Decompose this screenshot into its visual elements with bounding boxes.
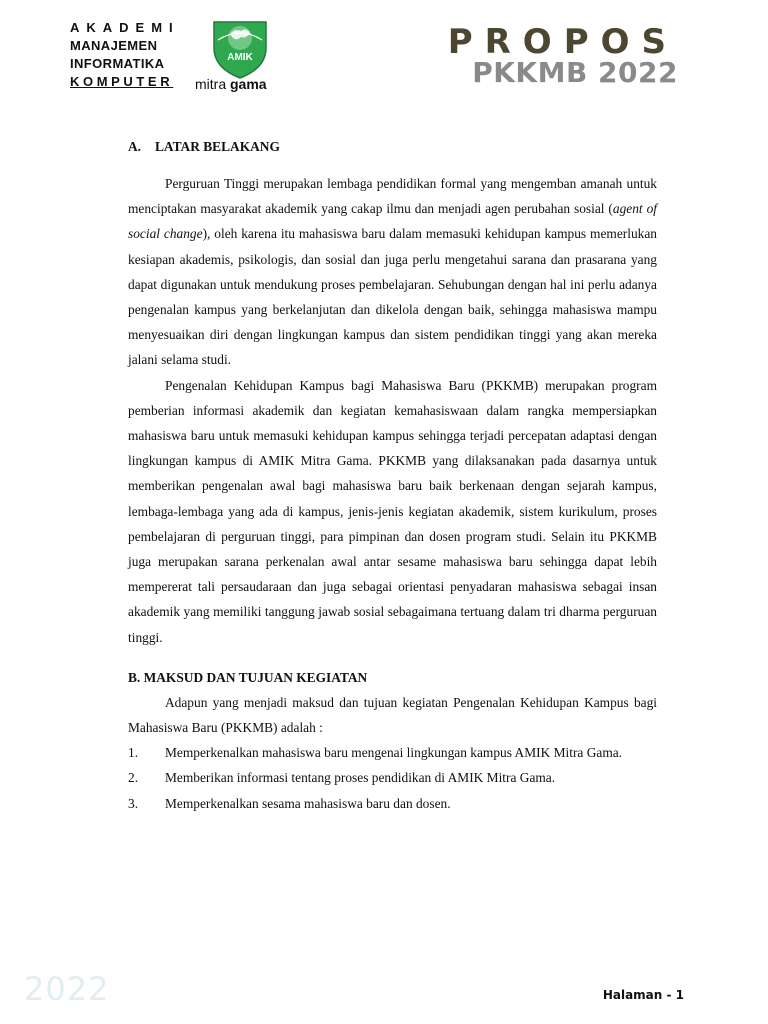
- list-item-text: Memperkenalkan mahasiswa baru mengenai lingkungan kampus AMIK Mitra Gama.: [165, 745, 623, 761]
- section-a-number: A.: [128, 139, 142, 154]
- brand-light: mitra: [195, 76, 230, 92]
- logo-line-4: KOMPUTER: [70, 74, 174, 89]
- section-b-heading: B. MAKSUD DAN TUJUAN KEGIATAN: [128, 669, 368, 685]
- logo-line-1: AKADEMI: [70, 20, 180, 35]
- list-item-text: Memperkenalkan sesama mahasiswa baru dan dosen.: [165, 795, 451, 811]
- objectives-list: [128, 740, 657, 816]
- brand-name: [195, 76, 267, 92]
- brand-bold: gama: [230, 76, 267, 92]
- year-watermark: 2022: [24, 970, 110, 1008]
- paragraph-1-italic: agent of social change: [128, 201, 657, 242]
- section-a-heading: [128, 134, 657, 159]
- document-title: PROPOS: [447, 22, 678, 62]
- logo-line-2: MANAJEMEN: [70, 38, 158, 53]
- section-a-title: LATAR BELAKANG: [155, 139, 280, 154]
- paragraph-2: Pengenalan Kehidupan Kampus bagi Mahasiswa Baru (PKKMB) merupakan program pemberian informasi akademik dan kegiatan kemahasiswaan dalam rangka mempersiapkan mahasiswa baru untuk memasuki kehidupan kampus sehingga terjadi percepatan adaptasi dengan lingkungan kampus di AMIK Mitra Gama. PKKMB yang dilaksanakan pada dasarnya untuk memberikan pengenalan awal bagi mahasiswa baru baik berkenaan dengan sejarah kampus, lembaga-lembaga yang ada di kampus, jenis-jenis kegiatan akademik, sistem kurikulum, proses pembelajaran di perguruan tinggi, para pimpinan dan dosen program studi. Selain itu PKKMB juga merupakan sarana perkenalan awal antar sesame mahasiswa baru sehingga dapat lebih mempererat tali persaudaraan dan juga sebagai orientasi penyadaran mahasiswa sebagai insan akademik yang memiliki tanggung jawab sosial sebagaimana tertuang dalam tri dharma perguruan tinggi.: [128, 377, 657, 645]
- institution-name: [70, 19, 180, 91]
- list-item-text: Memberikan informasi tentang proses pendidikan di AMIK Mitra Gama.: [165, 770, 556, 786]
- paragraph-1-part-2: ), oleh karena itu mahasiswa baru dalam memasuki kehidupan kampus memerlukan kesiapan akademis, psikologis, dan sosial dan juga perlu mengetahui sarana dan prasarana yang dapat digunakan untuk mendukung proses pembelajaran. Sehubungan dengan hal ini perlu adanya pengenalan kampus yang berkelanjutan dan dikelola dengan baik, sehingga mahasiswa mampu menyesuaikan diri dengan lingkungan kampus dan sistem pendidikan tinggi yang akan mereka jalani selama studi.: [128, 226, 657, 368]
- list-item-number: 3.: [128, 795, 139, 811]
- paragraph-1: [128, 171, 657, 373]
- amik-shield-logo-icon: [208, 18, 272, 80]
- document-body: [128, 134, 657, 816]
- list-item: [128, 740, 657, 765]
- paragraph-1-part-1: Perguruan Tinggi merupakan lembaga pendidikan formal yang mengemban amanah untuk menciptakan masyarakat akademik yang cakap ilmu dan menjadi agen perubahan sosial (: [128, 176, 657, 217]
- section-b-intro: Adapun yang menjadi maksud dan tujuan kegiatan Pengenalan Kehidupan Kampus bagi Mahasiswa Baru (PKKMB) adalah :: [128, 694, 657, 736]
- list-item-number: 1.: [128, 745, 139, 761]
- logo-line-3: INFORMATIKA: [70, 56, 165, 71]
- document-subtitle: PKKMB 2022: [472, 56, 678, 89]
- list-item-number: 2.: [128, 770, 139, 786]
- page-number: Halaman - 1: [602, 988, 684, 1002]
- logo-badge-text: AMIK: [227, 52, 253, 63]
- list-item: [128, 765, 657, 790]
- list-item: [128, 791, 657, 816]
